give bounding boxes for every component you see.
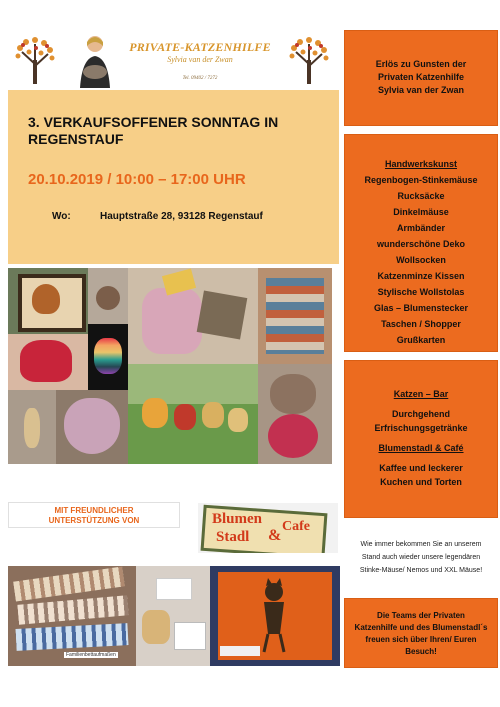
cafe-line: Kaffee und leckerer	[379, 463, 463, 473]
sponsor-logo-ampersand: &	[268, 527, 282, 544]
avatar	[74, 32, 116, 88]
photo-cat-with-yarn	[258, 364, 332, 464]
event-info-panel	[8, 90, 339, 264]
tree-left-icon	[10, 34, 60, 86]
sponsor-logo-line1: Blumen	[212, 511, 263, 527]
crafts-item: Grußkarten	[396, 335, 446, 345]
crafts-item: Stylische Wollstolas	[377, 287, 465, 297]
note-line: Wie immer bekommen Sie an unserem	[360, 541, 482, 548]
sponsor-logo-cafe: Cafe	[282, 519, 310, 534]
crafts-item: Regenbogen-Stinkemäuse	[364, 175, 478, 185]
teams-box	[344, 598, 498, 668]
photo-framed-cat-picture	[8, 268, 88, 334]
photo-knitted-socks	[258, 268, 332, 364]
org-subtitle: Sylvia van der Zwan	[167, 55, 233, 64]
cafe-title: Blumenstadl & Café	[378, 443, 464, 453]
crafts-item: Glas – Blumenstecker	[373, 303, 469, 313]
donation-line: Privaten Katzenhilfe	[377, 72, 465, 82]
sponsor-logo	[198, 503, 338, 553]
org-phone: Tel. 09402 / 7272	[182, 76, 218, 81]
cafe-bar-box	[344, 360, 498, 518]
photo-face-masks	[8, 566, 136, 666]
header-banner	[8, 30, 336, 88]
photo-rainbow-mice	[88, 324, 128, 390]
donation-line: Erlös zu Gunsten der	[375, 59, 467, 69]
photo-cat-mice-on-grass	[128, 364, 258, 464]
support-line2: UNTERSTÜTZUNG VON	[48, 516, 140, 525]
event-address: Hauptstraße 28, 93128 Regenstauf	[100, 211, 263, 222]
tree-right-icon	[284, 34, 334, 86]
bar-line: Durchgehend	[391, 409, 450, 419]
where-label: Wo:	[52, 211, 71, 222]
photo-red-bag	[8, 334, 88, 390]
teams-line: Katzenhilfe und des Blumenstadl´s	[354, 623, 488, 632]
note-line: Stand auch wieder unsere legendären	[361, 554, 481, 561]
teams-line: freuen sich über Ihren/ Euren	[365, 635, 477, 644]
photo-heart-pillow	[56, 390, 128, 464]
support-note	[8, 502, 180, 528]
bar-line: Erfrischungsgetränke	[374, 423, 468, 433]
photo-glass-plug	[8, 390, 56, 464]
sponsor-logo-line2: Stadl	[216, 529, 250, 545]
mask-label: Familienbettaufmaßen	[66, 652, 116, 658]
bar-title: Katzen – Bar	[393, 389, 449, 399]
cafe-line: Kuchen und Torten	[380, 477, 462, 487]
crafts-item: wunderschöne Deko	[376, 239, 466, 249]
teams-line: Die Teams der Privaten	[377, 611, 465, 620]
photo-wooden-cats	[136, 566, 210, 666]
crafts-box	[344, 134, 498, 352]
event-headline-line2: REGENSTAUF	[28, 131, 124, 147]
event-datetime: 20.10.2019 / 10:00 – 17:00 UHR	[28, 171, 246, 188]
cat-figure-icon	[246, 578, 302, 654]
photo-small-figure	[88, 268, 128, 324]
crafts-item: Armbänder	[396, 223, 445, 233]
photo-framed-cat-art	[210, 566, 340, 666]
note-line: Stinke-Mäuse/ Nemos und XXL Mäuse!	[359, 567, 483, 574]
event-headline-line1: 3. VERKAUFSOFFENER SONNTAG IN	[28, 114, 279, 130]
crafts-item: Dinkelmäuse	[393, 207, 449, 217]
crafts-item: Taschen / Shopper	[381, 319, 461, 329]
org-title: PRIVATE-KATZENHILFE	[129, 40, 271, 54]
donation-box	[344, 30, 498, 126]
crafts-title: Handwerkskunst	[384, 159, 458, 169]
crafts-item: Wollsocken	[396, 255, 446, 265]
donation-line: Sylvia van der Zwan	[377, 85, 465, 95]
crafts-item: Katzenminze Kissen	[377, 271, 465, 281]
support-line1: MIT FREUNDLICHER	[54, 506, 134, 515]
photo-cat-pillows	[128, 268, 258, 364]
crafts-item: Rucksäcke	[397, 191, 445, 201]
teams-line: Besuch!	[405, 647, 437, 656]
legendary-mice-note	[344, 524, 498, 584]
